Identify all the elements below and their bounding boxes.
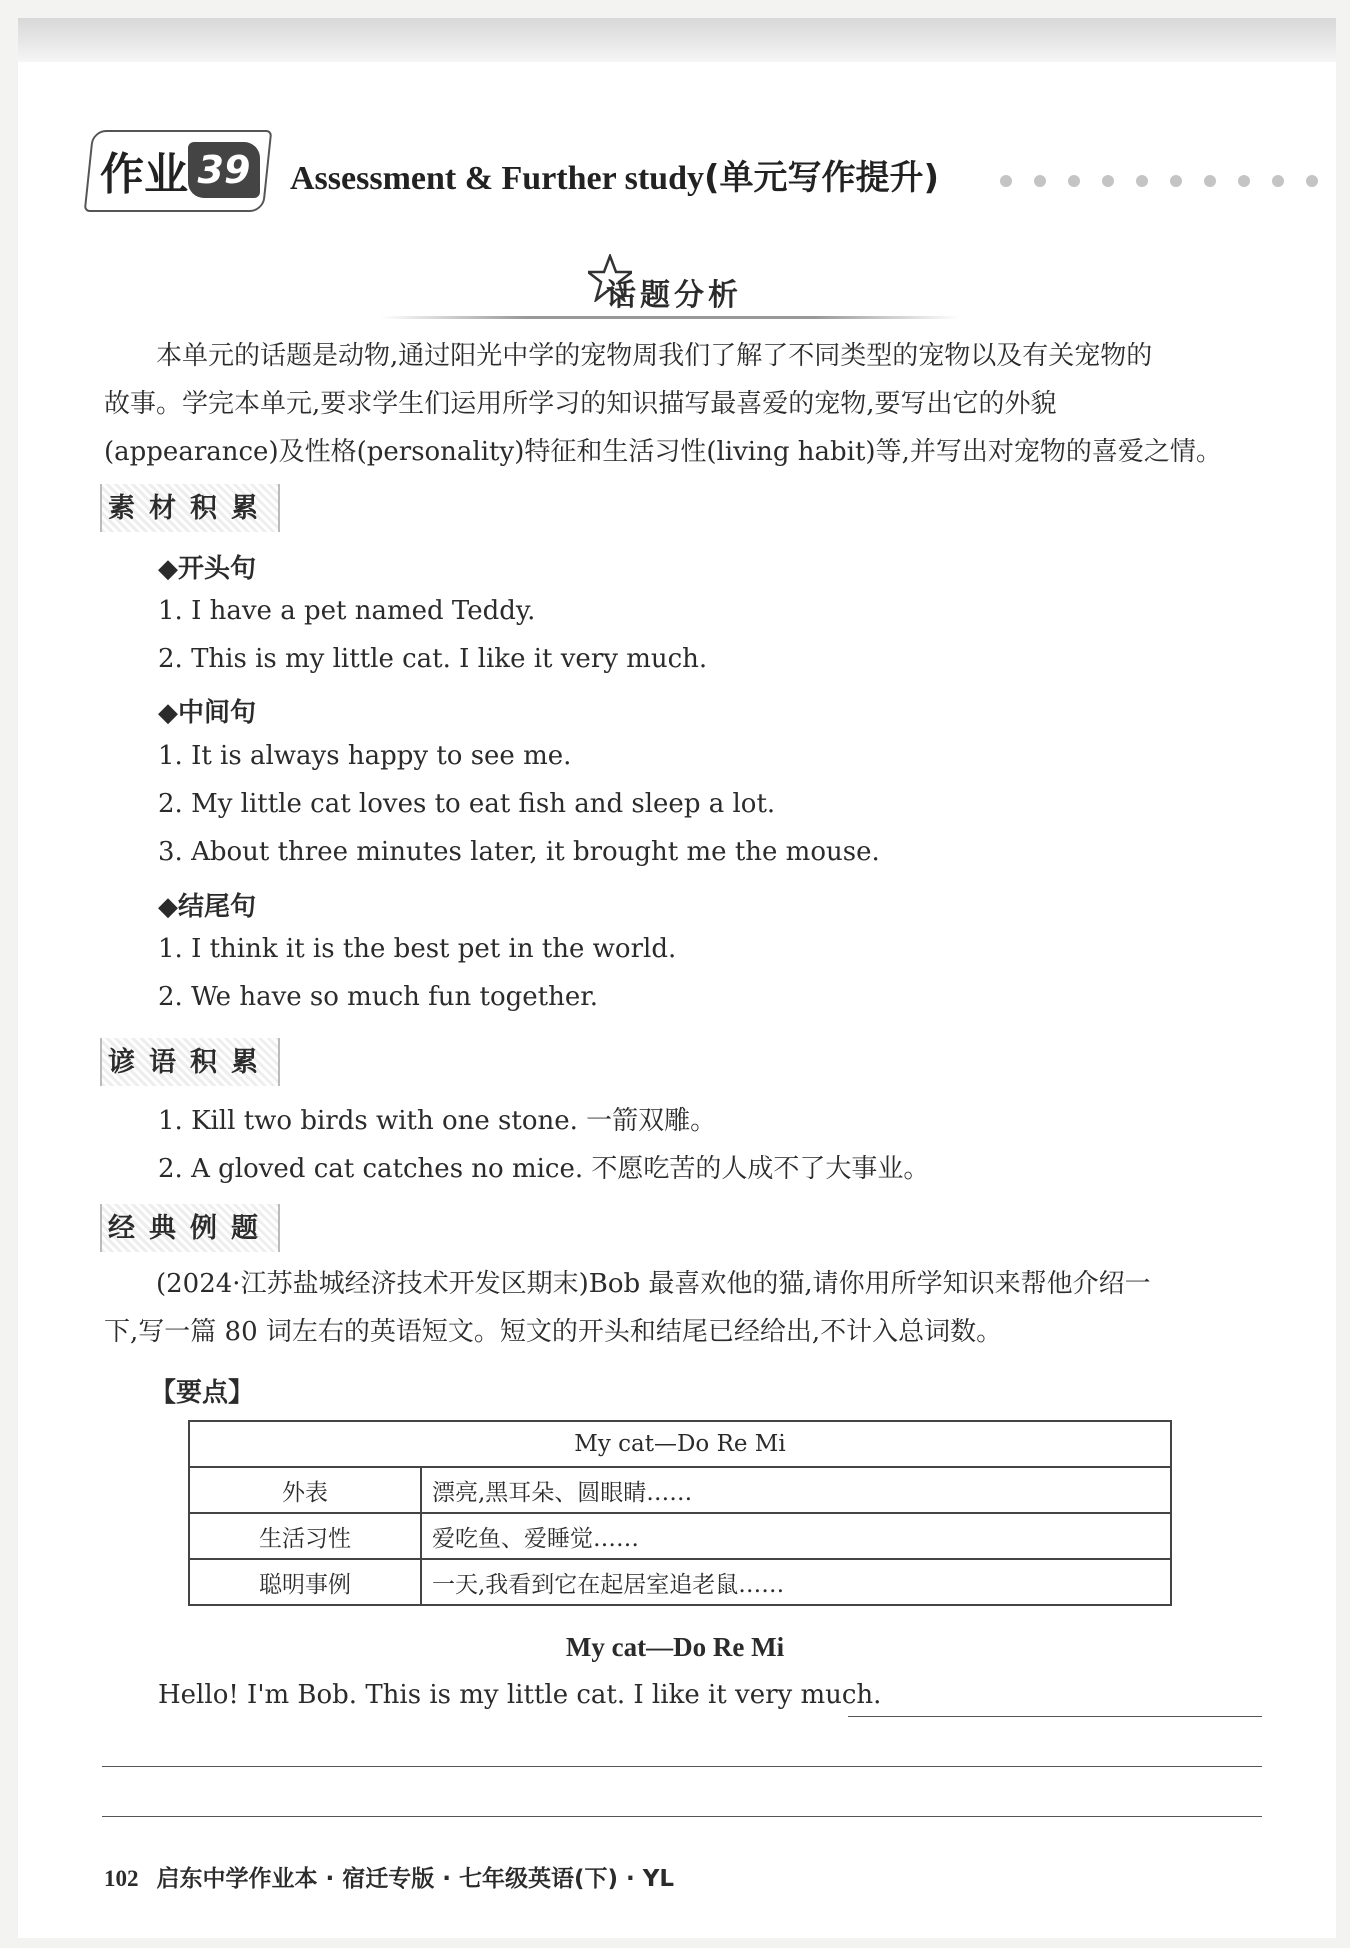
key-points-table [188, 1420, 1172, 1606]
section-heading-example: 经典例题 [100, 1204, 280, 1252]
example-prompt [104, 1308, 1266, 1356]
heading-underline [380, 316, 960, 319]
page-number: 102 [104, 1866, 139, 1891]
writing-line[interactable] [102, 1766, 1262, 1767]
table-key-cell: 外表 [189, 1467, 421, 1513]
sentence-line: 3. About three minutes later, it brought me the mouse. [158, 837, 880, 867]
table-key-cell: 生活习性 [189, 1513, 421, 1559]
page-footer [104, 1860, 674, 1893]
topic-intro [104, 332, 1266, 380]
table-key-cell: 聪明事例 [189, 1559, 421, 1605]
table-value-cell: 爱吃鱼、爱睡觉…… [421, 1513, 1171, 1559]
sentence-line: 2. My little cat loves to eat fish and sleep a lot. [158, 789, 776, 819]
section-heading-material: 素材积累 [100, 484, 280, 532]
topic-intro-line: (appearance)及性格(personality)特征和生活习性(living habit)等,并写出对宠物的喜爱之情。 [104, 437, 1222, 467]
opening-sentences-label: ◆开头句 [158, 554, 256, 584]
example-prompt [104, 1260, 1266, 1308]
essay-title: My cat—Do Re Mi [565, 1632, 785, 1662]
header-dots-decoration [1000, 172, 1340, 191]
example-prompt-line: (2024·江苏盐城经济技术开发区期末)Bob 最喜欢他的猫,请你用所学知识来帮他介绍一 [156, 1269, 1151, 1299]
book-title: 启东中学作业本 · 宿迁专版 · 七年级英语(下) · YL [156, 1866, 675, 1892]
proverb-line: 2. A gloved cat catches no mice. 不愿吃苦的人成不了大事业。 [158, 1154, 930, 1184]
scan-top-band [18, 18, 1336, 62]
sentence-line: 2. This is my little cat. I like it very much. [158, 644, 708, 674]
sentence-line: 1. I have a pet named Teddy. [158, 596, 536, 626]
key-points-label: 【要点】 [150, 1378, 255, 1408]
section-heading-proverbs: 谚语积累 [100, 1038, 280, 1086]
page-title [290, 150, 939, 199]
proverb-line: 1. Kill two birds with one stone. 一箭双雕。 [158, 1106, 717, 1136]
writing-line[interactable] [848, 1716, 1262, 1717]
sentence-line: 1. It is always happy to see me. [158, 741, 572, 771]
topic-intro [104, 380, 1266, 476]
table-row [189, 1559, 1171, 1605]
table-caption-row [189, 1421, 1171, 1467]
ending-sentences-label: ◆结尾句 [158, 892, 256, 922]
assignment-number: 39 [188, 142, 260, 198]
table-row [189, 1467, 1171, 1513]
writing-line[interactable] [102, 1816, 1262, 1817]
table-row [189, 1513, 1171, 1559]
topic-analysis-heading: 话题分析 [606, 278, 742, 313]
assignment-badge-label: 作业 [100, 149, 188, 200]
page-title-cn: (单元写作提升) [703, 158, 940, 198]
page-title-en: Assessment & Further study [290, 160, 704, 197]
sentence-line: 2. We have so much fun together. [158, 982, 599, 1012]
topic-intro-line: 故事。学完本单元,要求学生们运用所学习的知识描写最喜爱的宠物,要写出它的外貌 [104, 389, 1057, 419]
table-value-cell: 一天,我看到它在起居室追老鼠…… [421, 1559, 1171, 1605]
sentence-line: 1. I think it is the best pet in the world. [158, 934, 677, 964]
table-caption: My cat—Do Re Mi [189, 1421, 1171, 1467]
topic-intro-line: 本单元的话题是动物,通过阳光中学的宠物周我们了解了不同类型的宠物以及有关宠物的 [156, 341, 1153, 371]
table-value-cell: 漂亮,黑耳朵、圆眼睛…… [421, 1467, 1171, 1513]
example-prompt-line: 下,写一篇 80 词左右的英语短文。短文的开头和结尾已经给出,不计入总词数。 [104, 1317, 1003, 1347]
essay-opening: Hello! I'm Bob. This is my little cat. I like it very much. [158, 1680, 882, 1710]
middle-sentences-label: ◆中间句 [158, 698, 256, 728]
